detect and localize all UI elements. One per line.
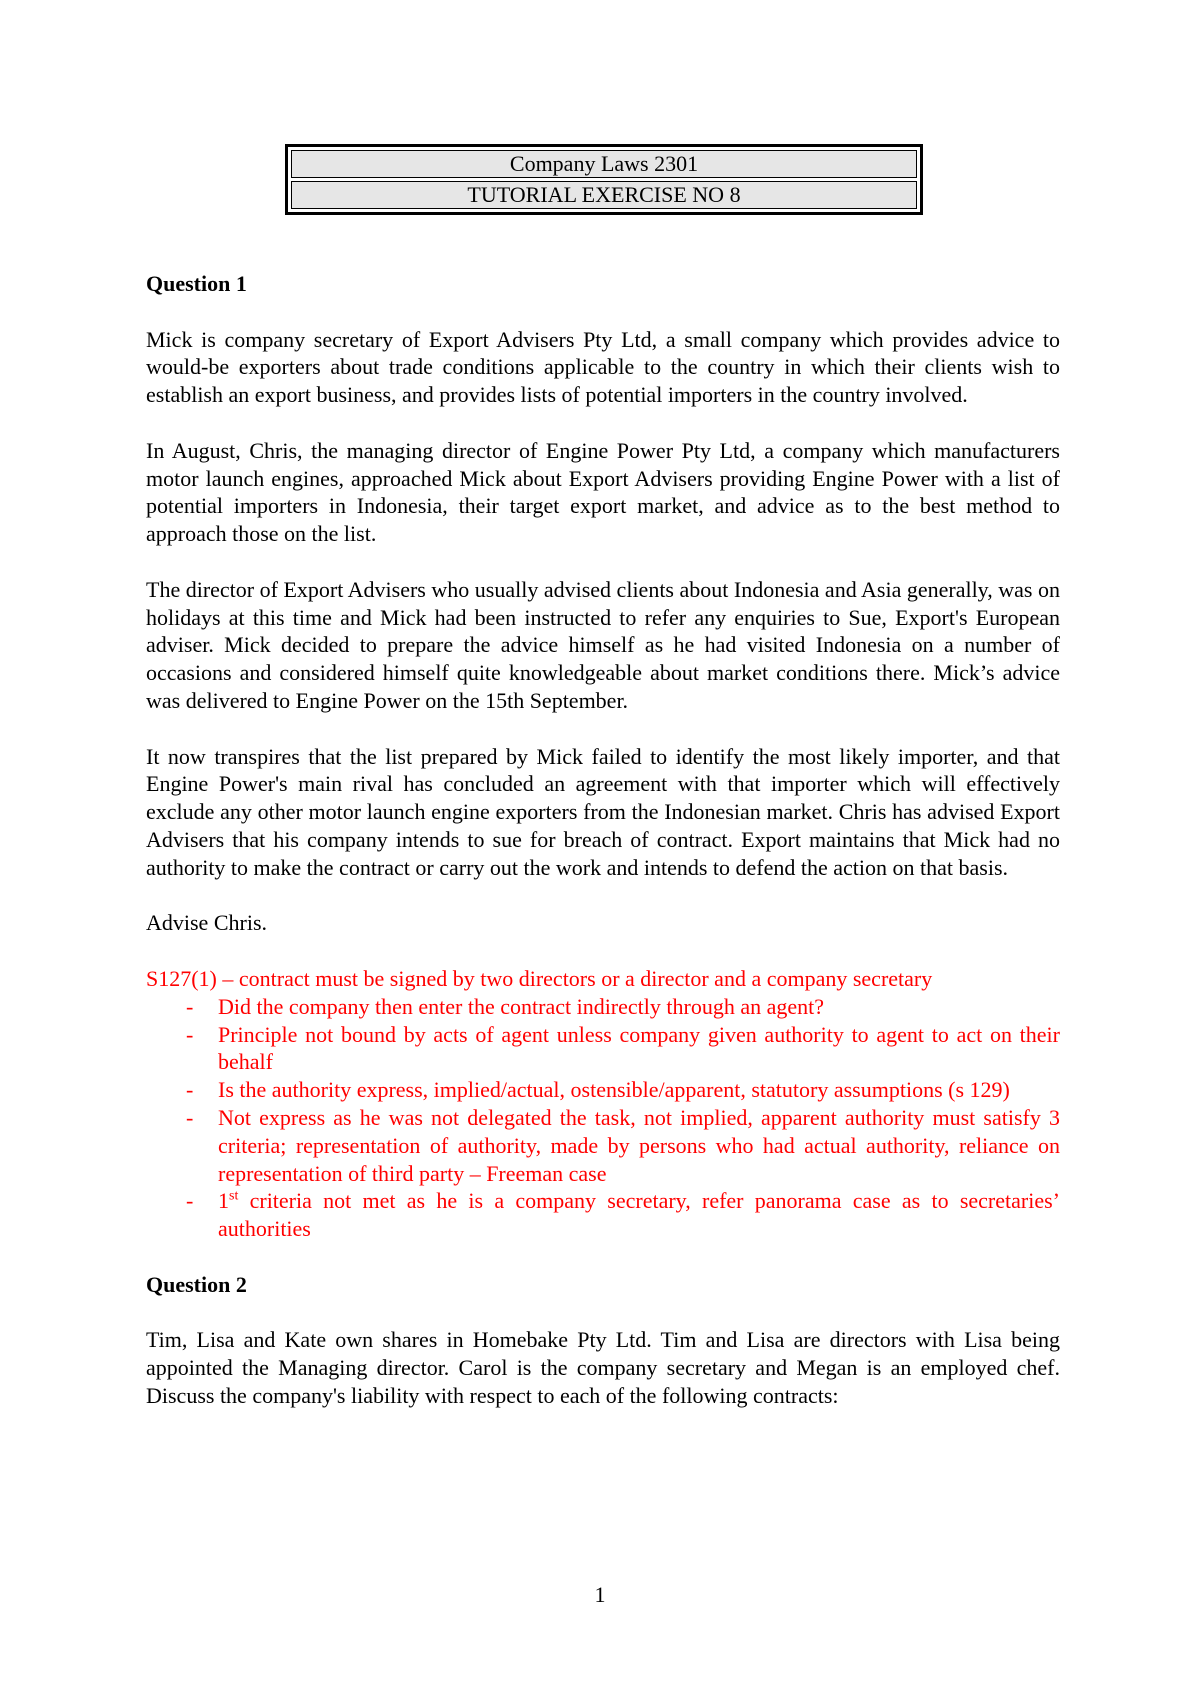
answer-note-text: Did the company then enter the contract indirectly through an agent? <box>218 993 824 1019</box>
answer-note-item <box>146 1076 1060 1104</box>
q1-paragraph-3: The director of Export Advisers who usually advised clients about Indonesia and Asia generally, was on holidays at this time and Mick had been instructed to refer any enquiries to Sue, Export's European adviser. Mick decided to prepare the advice himself as he had visited Indonesia on a number of occasions and considered himself quite knowledgeable about market conditions there. Mick’s advice was delivered to Engine Power on the 15th September. <box>146 576 1060 713</box>
q1-paragraph-5: Advise Chris. <box>146 910 267 936</box>
q1-paragraph-4: It now transpires that the list prepared by Mick failed to identify the most likely importer, and that Engine Power's main rival has concluded an agreement with that importer which will effectively exclude any other motor launch engine exporters from the Indonesian market. Chris has advised Export Advisers that his company intends to sue for breach of contract. Export maintains that Mick had no authority to make the contract or carry out the work and intends to defend the action on that basis. <box>146 743 1060 880</box>
answer-note-item <box>146 1187 1060 1243</box>
answer-notes-heading: S127(1) – contract must be signed by two directors or a director and a company secretary <box>146 965 933 991</box>
answer-note-item <box>146 993 1060 1021</box>
answer-note-item <box>146 1104 1060 1187</box>
document-body <box>146 270 1060 1437</box>
dash-bullet: - <box>186 1021 194 1047</box>
exercise-title: TUTORIAL EXERCISE NO 8 <box>291 181 917 209</box>
answer-note-text: Is the authority express, implied/actual, ostensible/apparent, statutory assumptions (s 129) <box>218 1077 1010 1103</box>
dash-bullet: - <box>186 1104 194 1130</box>
answer-note-text: criteria not met as he is a company secretary, refer panorama case as to secretaries’ authorities <box>218 1188 1060 1242</box>
answer-note-item <box>146 1021 1060 1077</box>
answer-note-number: 1 <box>218 1188 229 1214</box>
page-number: 1 <box>594 1582 606 1607</box>
answer-note-superscript: st <box>229 1188 239 1204</box>
answer-note-text: Principle not bound by acts of agent unless company given authority to agent to act on their behalf <box>218 1021 1060 1075</box>
q2-paragraph-1: Tim, Lisa and Kate own shares in Homebake Pty Ltd. Tim and Lisa are directors with Lisa being appointed the Managing director. Carol is the company secretary and Megan is an employed chef. Discuss the company's liability with respect to each of the following contracts: <box>146 1327 1060 1408</box>
title-box <box>285 144 923 215</box>
answer-notes-list <box>146 993 1060 1243</box>
answer-note-text: Not express as he was not delegated the task, not implied, apparent authority must satisfy 3 criteria; representation of authority, made by persons who had actual authority, reliance on representation of third party – Freeman case <box>218 1104 1060 1186</box>
question-2-heading: Question 2 <box>146 1271 247 1297</box>
question-1-heading: Question 1 <box>146 271 247 296</box>
dash-bullet: - <box>186 993 194 1019</box>
dash-bullet: - <box>186 1188 194 1214</box>
course-title: Company Laws 2301 <box>291 150 917 178</box>
q1-paragraph-2: In August, Chris, the managing director of Engine Power Pty Ltd, a company which manufacturers motor launch engines, approached Mick about Export Advisers providing Engine Power with a list of potential importers in Indonesia, their target export market, and advice as to the best method to approach those on the list. <box>146 437 1060 547</box>
q1-paragraph-1: Mick is company secretary of Export Advisers Pty Ltd, a small company which provides advice to would-be exporters about trade conditions applicable to the country in which their clients wish to establish an export business, and provides lists of potential importers in the country involved. <box>146 326 1060 408</box>
dash-bullet: - <box>186 1077 194 1103</box>
